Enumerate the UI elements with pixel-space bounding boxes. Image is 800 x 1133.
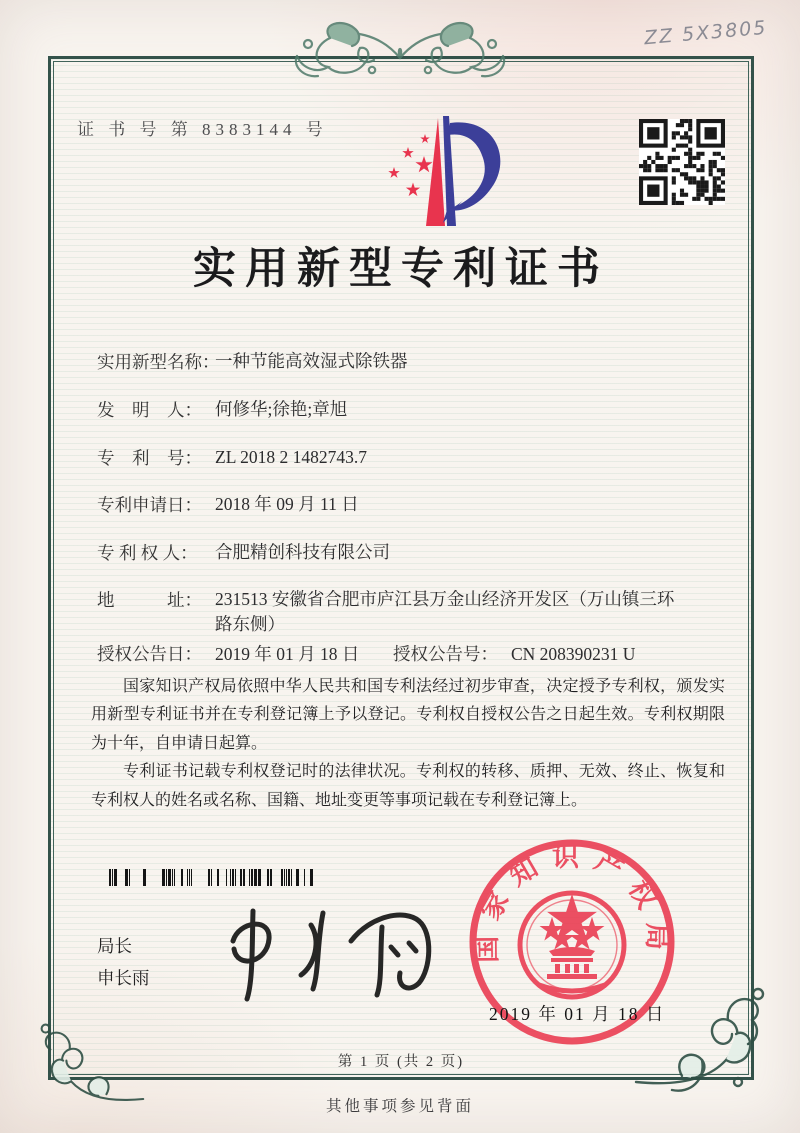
field-value: 何修华;徐艳;章旭	[215, 399, 348, 419]
legal-text	[91, 673, 725, 815]
grant-number-value: CN 208390231 U	[511, 644, 636, 664]
back-side-note: 其他事项参见背面	[325, 1098, 474, 1115]
grant-date-label: 授权公告日：	[97, 644, 202, 664]
field-row-filing-date	[97, 492, 359, 517]
signature-icon	[219, 897, 459, 1009]
field-label: 专 利 号：	[97, 448, 202, 468]
barcode	[103, 869, 315, 886]
field-row-name	[97, 349, 408, 374]
bottom-left-corner-ornament	[28, 1022, 148, 1120]
certificate-frame	[48, 56, 754, 1080]
legal-paragraph-2: 专利证书记载专利权登记时的法律状况。专利权的转移、质押、无效、终止、恢复和专利权人的姓名或名称、国籍、地址变更等事项记载在专利登记簿上。	[91, 763, 725, 809]
field-label: 专利申请日：	[97, 495, 202, 515]
field-label: 实用新型名称：	[97, 352, 220, 372]
legal-paragraph-1: 国家知识产权局依照中华人民共和国专利法经过初步审查，决定授予专利权，颁发实用新型专利证书并在专利登记簿上予以登记。专利权自授权公告之日起生效。专利权期限为十年，自申请日起算。	[91, 678, 725, 752]
field-row-patentee	[97, 540, 390, 565]
field-row-address	[97, 587, 685, 638]
certificate-title: 实用新型专利证书	[193, 246, 609, 293]
page-indicator: 第 1 页 (共 2 页)	[337, 1054, 465, 1070]
field-value: 2018 年 09 月 11 日	[215, 494, 359, 514]
seal-authority-text: 国家知识产权局	[471, 842, 673, 964]
field-value: ZL 2018 2 1482743.7	[215, 447, 367, 467]
field-value: 一种节能高效湿式除铁器	[215, 351, 408, 371]
seal-date: 2019 年 01 月 18 日	[489, 1004, 666, 1024]
grant-date-value: 2019 年 01 月 18 日	[215, 644, 360, 664]
grant-number-label: 授权公告号：	[393, 644, 498, 664]
grant-row	[97, 641, 636, 666]
certificate-number: 证 书 号 第 8383144 号	[77, 120, 328, 139]
signer-name: 申长雨	[97, 968, 150, 988]
field-label: 专 利 权 人：	[97, 543, 198, 563]
signer-title: 局长	[97, 936, 132, 956]
handwritten-code: ZZ 5X3805	[643, 16, 769, 50]
field-row-inventors	[97, 397, 347, 422]
field-row-patent-number	[97, 445, 367, 470]
top-flourish-ornament	[268, 14, 532, 92]
qr-code	[639, 119, 725, 205]
cnipa-logo-icon	[381, 111, 521, 231]
field-value: 合肥精创科技有限公司	[215, 542, 390, 562]
field-label: 发 明 人：	[97, 400, 202, 420]
field-value: 231513 安徽省合肥市庐江县万金山经济开发区（万山镇三环路东侧）	[215, 589, 675, 635]
field-label: 地 址：	[97, 590, 202, 610]
